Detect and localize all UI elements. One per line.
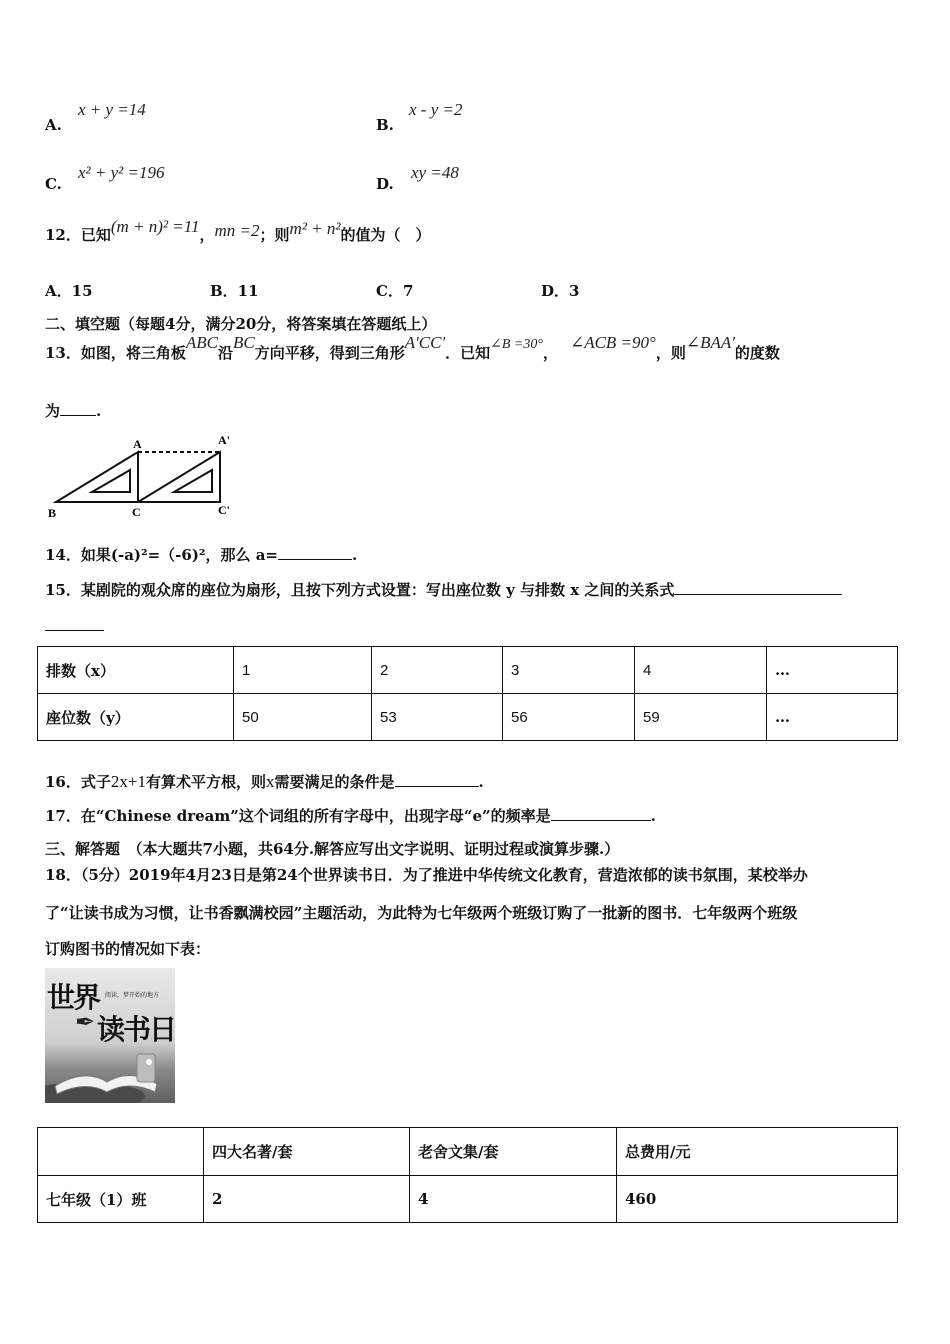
triangle-acc: [138, 452, 220, 502]
triangle-acc-inner: [174, 470, 212, 492]
q17-text: 17．在“Chinese dream”这个词组的所有字母中，出现字母“e”的频率是: [45, 807, 551, 825]
question-16: [45, 771, 484, 792]
q11-option-d-expr: xy =48: [411, 163, 459, 182]
q12-expr-3: m² + n²: [289, 219, 341, 238]
q17-answer-blank[interactable]: [551, 806, 651, 821]
q13-text-3: 方向平移，得到三角形: [254, 344, 405, 362]
pen-nib-icon: ✒: [75, 1008, 96, 1036]
table-header-cell: [38, 1128, 204, 1176]
table-header-cell: 四大名著/套: [204, 1128, 410, 1176]
q13-expr-bc: BC: [233, 333, 255, 352]
triangle-abc: [56, 452, 138, 502]
q12-prefix: 12．已知: [45, 226, 111, 244]
table-header-row: [38, 1128, 898, 1176]
table-cell: 2: [372, 647, 503, 694]
q13-line-2-text: 为: [45, 402, 61, 420]
q15-answer-blank-cont[interactable]: [45, 630, 104, 631]
q13-expr-angle-baa: ∠BAA': [685, 333, 735, 352]
table-row: [38, 647, 898, 694]
q13-text-2: 沿: [217, 344, 233, 362]
q12-sep: ，: [199, 226, 215, 244]
q13-expr-angle-acb: ∠ACB =90°: [569, 333, 656, 352]
q11-option-b-expr: x - y =2: [409, 100, 463, 119]
q12-expr-2: mn =2: [214, 221, 260, 240]
label-a: A: [133, 437, 142, 451]
table-cell: 2: [204, 1176, 410, 1223]
q12-mid: ；则: [259, 226, 290, 244]
q11-option-a-expr: x + y =14: [78, 100, 146, 119]
q13-text-4: ．已知: [445, 344, 491, 362]
table-cell: 七年级（1）班: [38, 1176, 204, 1223]
question-14: [45, 544, 357, 565]
q16-expr: 2x+1: [110, 772, 146, 791]
q12-option-a: A．15: [45, 282, 93, 300]
q16-var-x: x: [265, 772, 275, 791]
q13-text-5: ，: [542, 344, 558, 362]
seat-table: [37, 646, 898, 741]
table-cell: …: [767, 647, 898, 694]
q18-line-1: 18．（5分）2019年4月23日是第24个世界读书日．为了推进中华传统文化教育，营造浓郁的读书氛围，某校举办: [45, 866, 808, 884]
table-cell: 4: [410, 1176, 617, 1223]
q13-text-1: 13．如图，将三角板: [45, 344, 186, 362]
q16-end: .: [478, 773, 484, 791]
book-order-table: [37, 1127, 898, 1223]
q17-end: .: [650, 807, 656, 825]
table-cell: 50: [234, 694, 372, 741]
table-cell: 460: [617, 1176, 898, 1223]
label-c-prime: C': [218, 503, 230, 517]
table-cell: 56: [503, 694, 635, 741]
q14-end: .: [352, 546, 358, 564]
q16-text-1: 16．式子: [45, 773, 111, 791]
q13-expr-acc: A'CC': [404, 333, 446, 352]
q16-text-2: 有算术平方根，则: [145, 773, 266, 791]
q11-option-d-label: D.: [376, 175, 394, 193]
q13-answer-blank[interactable]: [60, 401, 96, 416]
world-book-day-poster: [45, 968, 175, 1103]
q13-expr-angle-b: ∠B =30°: [490, 337, 543, 352]
q13-text-6: ，则: [655, 344, 686, 362]
label-a-prime: A': [218, 433, 230, 447]
q13-line-2-end: .: [96, 402, 102, 420]
table-cell: 排数（x）: [38, 647, 234, 694]
question-15: [45, 579, 842, 600]
q15-text: 15．某剧院的观众席的座位为扇形，且按下列方式设置：写出座位数 y 与排数 x 之间的关系式: [45, 581, 675, 599]
q14-text: 14．如果(-a)²=（-6)²，那么 a=: [45, 546, 278, 564]
poster-subtitle: 阅读，梦开始的地方: [105, 992, 160, 999]
table-header-cell: 老舍文集/套: [410, 1128, 617, 1176]
q16-answer-blank[interactable]: [395, 772, 479, 787]
q12-option-b: B．11: [210, 282, 259, 300]
q13-line-2: [45, 400, 101, 421]
q13-text-7: 的度数: [734, 344, 780, 362]
table-cell: 53: [372, 694, 503, 741]
q15-answer-blank[interactable]: [674, 580, 842, 595]
table-cell: 3: [503, 647, 635, 694]
q18-line-3: 订购图书的情况如下表：: [45, 940, 211, 958]
q12-expr-1: (m + n)² =11: [110, 217, 200, 236]
section-3-heading: 三、解答题 （本大题共7小题，共64分.解答应写出文字说明、证明过程或演算步骤.）: [45, 840, 620, 858]
poster-title-2: 读书日: [97, 1013, 175, 1046]
open-book-icon: [45, 1048, 175, 1103]
q14-answer-blank[interactable]: [278, 545, 352, 560]
table-cell: 1: [234, 647, 372, 694]
triangle-abc-inner: [92, 470, 130, 492]
table-row: [38, 694, 898, 741]
table-cell: 4: [635, 647, 767, 694]
table-cell: …: [767, 694, 898, 741]
q12-option-d: D．3: [541, 282, 580, 300]
table-cell: 座位数（y）: [38, 694, 234, 741]
question-12: [45, 217, 431, 245]
label-c: C: [132, 505, 141, 519]
section-2-heading: 二、填空题（每题4分，满分20分，将答案填在答题纸上）: [45, 315, 437, 333]
q13-expr-abc: ABC: [185, 333, 218, 352]
q18-line-2: 了“让读书成为习惯，让书香飘满校园”主题活动，为此特为七年级两个班级订购了一批新的图书．七年级两个班级: [45, 904, 798, 922]
q12-tail: 的值为（ ）: [340, 226, 431, 244]
table-row: [38, 1176, 898, 1223]
q11-option-c-label: C.: [45, 175, 62, 193]
question-13: [45, 333, 780, 363]
label-b: B: [48, 506, 57, 520]
q11-option-b-label: B.: [376, 116, 394, 134]
table-cell: 59: [635, 694, 767, 741]
poster-title-1: 世界: [47, 981, 100, 1014]
q11-option-c-expr: x² + y² =196: [78, 163, 165, 182]
table-header-cell: 总费用/元: [617, 1128, 898, 1176]
q13-triangle-figure: [40, 432, 240, 522]
q11-option-a-label: A.: [45, 116, 62, 134]
q16-text-3: 需要满足的条件是: [274, 773, 395, 791]
question-17: [45, 805, 656, 826]
q12-option-c: C．7: [376, 282, 414, 300]
